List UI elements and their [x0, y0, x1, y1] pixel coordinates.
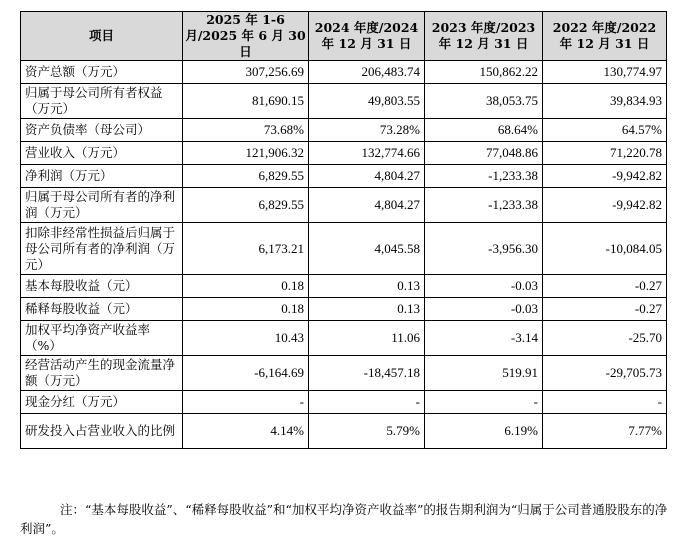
header-2025-h1: 2025 年 1-6 月/2025 年 6 月 30 日: [183, 12, 309, 61]
cell-value: 73.28%: [309, 119, 425, 142]
cell-value: 6,829.55: [183, 188, 309, 223]
cell-value: 4.14%: [183, 414, 309, 449]
cell-value: 130,774.97: [543, 61, 667, 84]
cell-value: 38,053.75: [425, 84, 543, 119]
row-label: 营业收入（万元）: [21, 142, 183, 165]
row-label: 加权平均净资产收益率（%）: [21, 321, 183, 356]
cell-value: 6,173.21: [183, 223, 309, 275]
cell-value: 11.06: [309, 321, 425, 356]
cell-value: 4,804.27: [309, 165, 425, 188]
header-2022: 2022 年度/2022 年 12 月 31 日: [543, 12, 667, 61]
cell-value: -3,956.30: [425, 223, 543, 275]
cell-value: 68.64%: [425, 119, 543, 142]
footnote: 注：“基本每股收益”、“稀释每股收益”和“加权平均净资产收益率”的报告期利润为“归属于公司普通股股东的净利润”。: [20, 502, 668, 536]
cell-value: 71,220.78: [543, 142, 667, 165]
cell-value: 6,829.55: [183, 165, 309, 188]
table-row: [21, 298, 667, 321]
row-label: 扣除非经常性损益后归属于母公司所有者的净利润（万元）: [21, 223, 183, 275]
cell-value: -: [425, 391, 543, 414]
cell-value: 4,804.27: [309, 188, 425, 223]
table-row: [21, 119, 667, 142]
row-label: 资产总额（万元）: [21, 61, 183, 84]
financial-summary-table: [20, 11, 667, 449]
cell-value: -9,942.82: [543, 165, 667, 188]
cell-value: 6.19%: [425, 414, 543, 449]
row-label: 基本每股收益（元）: [21, 275, 183, 298]
cell-value: -29,705.73: [543, 356, 667, 391]
row-label: 研发投入占营业收入的比例: [21, 414, 183, 449]
table-row: [21, 391, 667, 414]
cell-value: -: [183, 391, 309, 414]
cell-value: 39,834.93: [543, 84, 667, 119]
cell-value: -6,164.69: [183, 356, 309, 391]
cell-value: -10,084.05: [543, 223, 667, 275]
cell-value: 73.68%: [183, 119, 309, 142]
row-label: 归属于母公司所有者的净利润（万元）: [21, 188, 183, 223]
cell-value: 4,045.58: [309, 223, 425, 275]
cell-value: 307,256.69: [183, 61, 309, 84]
cell-value: 77,048.86: [425, 142, 543, 165]
table-row: [21, 356, 667, 391]
cell-value: -25.70: [543, 321, 667, 356]
row-label: 现金分红（万元）: [21, 391, 183, 414]
cell-value: 81,690.15: [183, 84, 309, 119]
cell-value: 0.18: [183, 275, 309, 298]
header-2023: 2023 年度/2023 年 12 月 31 日: [425, 12, 543, 61]
table-row: [21, 61, 667, 84]
cell-value: 0.18: [183, 298, 309, 321]
table-row: [21, 321, 667, 356]
row-label: 经营活动产生的现金流量净额（万元）: [21, 356, 183, 391]
table-row: [21, 142, 667, 165]
header-2024: 2024 年度/2024 年 12 月 31 日: [309, 12, 425, 61]
cell-value: -0.27: [543, 298, 667, 321]
cell-value: 121,906.32: [183, 142, 309, 165]
cell-value: -0.03: [425, 275, 543, 298]
cell-value: -0.03: [425, 298, 543, 321]
row-label: 资产负债率（母公司）: [21, 119, 183, 142]
cell-value: 0.13: [309, 275, 425, 298]
table-row: [21, 414, 667, 449]
cell-value: -3.14: [425, 321, 543, 356]
table-row: [21, 223, 667, 275]
cell-value: -: [309, 391, 425, 414]
cell-value: 10.43: [183, 321, 309, 356]
cell-value: 5.79%: [309, 414, 425, 449]
cell-value: -0.27: [543, 275, 667, 298]
cell-value: 132,774.66: [309, 142, 425, 165]
cell-value: -18,457.18: [309, 356, 425, 391]
cell-value: -9,942.82: [543, 188, 667, 223]
table-row: [21, 84, 667, 119]
cell-value: 64.57%: [543, 119, 667, 142]
cell-value: 7.77%: [543, 414, 667, 449]
row-label: 归属于母公司所有者权益（万元）: [21, 84, 183, 119]
cell-value: 150,862.22: [425, 61, 543, 84]
table-row: [21, 275, 667, 298]
cell-value: -: [543, 391, 667, 414]
cell-value: 206,483.74: [309, 61, 425, 84]
table-header-row: [21, 12, 667, 61]
table-row: [21, 165, 667, 188]
cell-value: -1,233.38: [425, 188, 543, 223]
row-label: 净利润（万元）: [21, 165, 183, 188]
header-item: 项目: [21, 12, 183, 61]
row-label: 稀释每股收益（元）: [21, 298, 183, 321]
cell-value: -1,233.38: [425, 165, 543, 188]
cell-value: 0.13: [309, 298, 425, 321]
cell-value: 519.91: [425, 356, 543, 391]
cell-value: 49,803.55: [309, 84, 425, 119]
table-row: [21, 188, 667, 223]
